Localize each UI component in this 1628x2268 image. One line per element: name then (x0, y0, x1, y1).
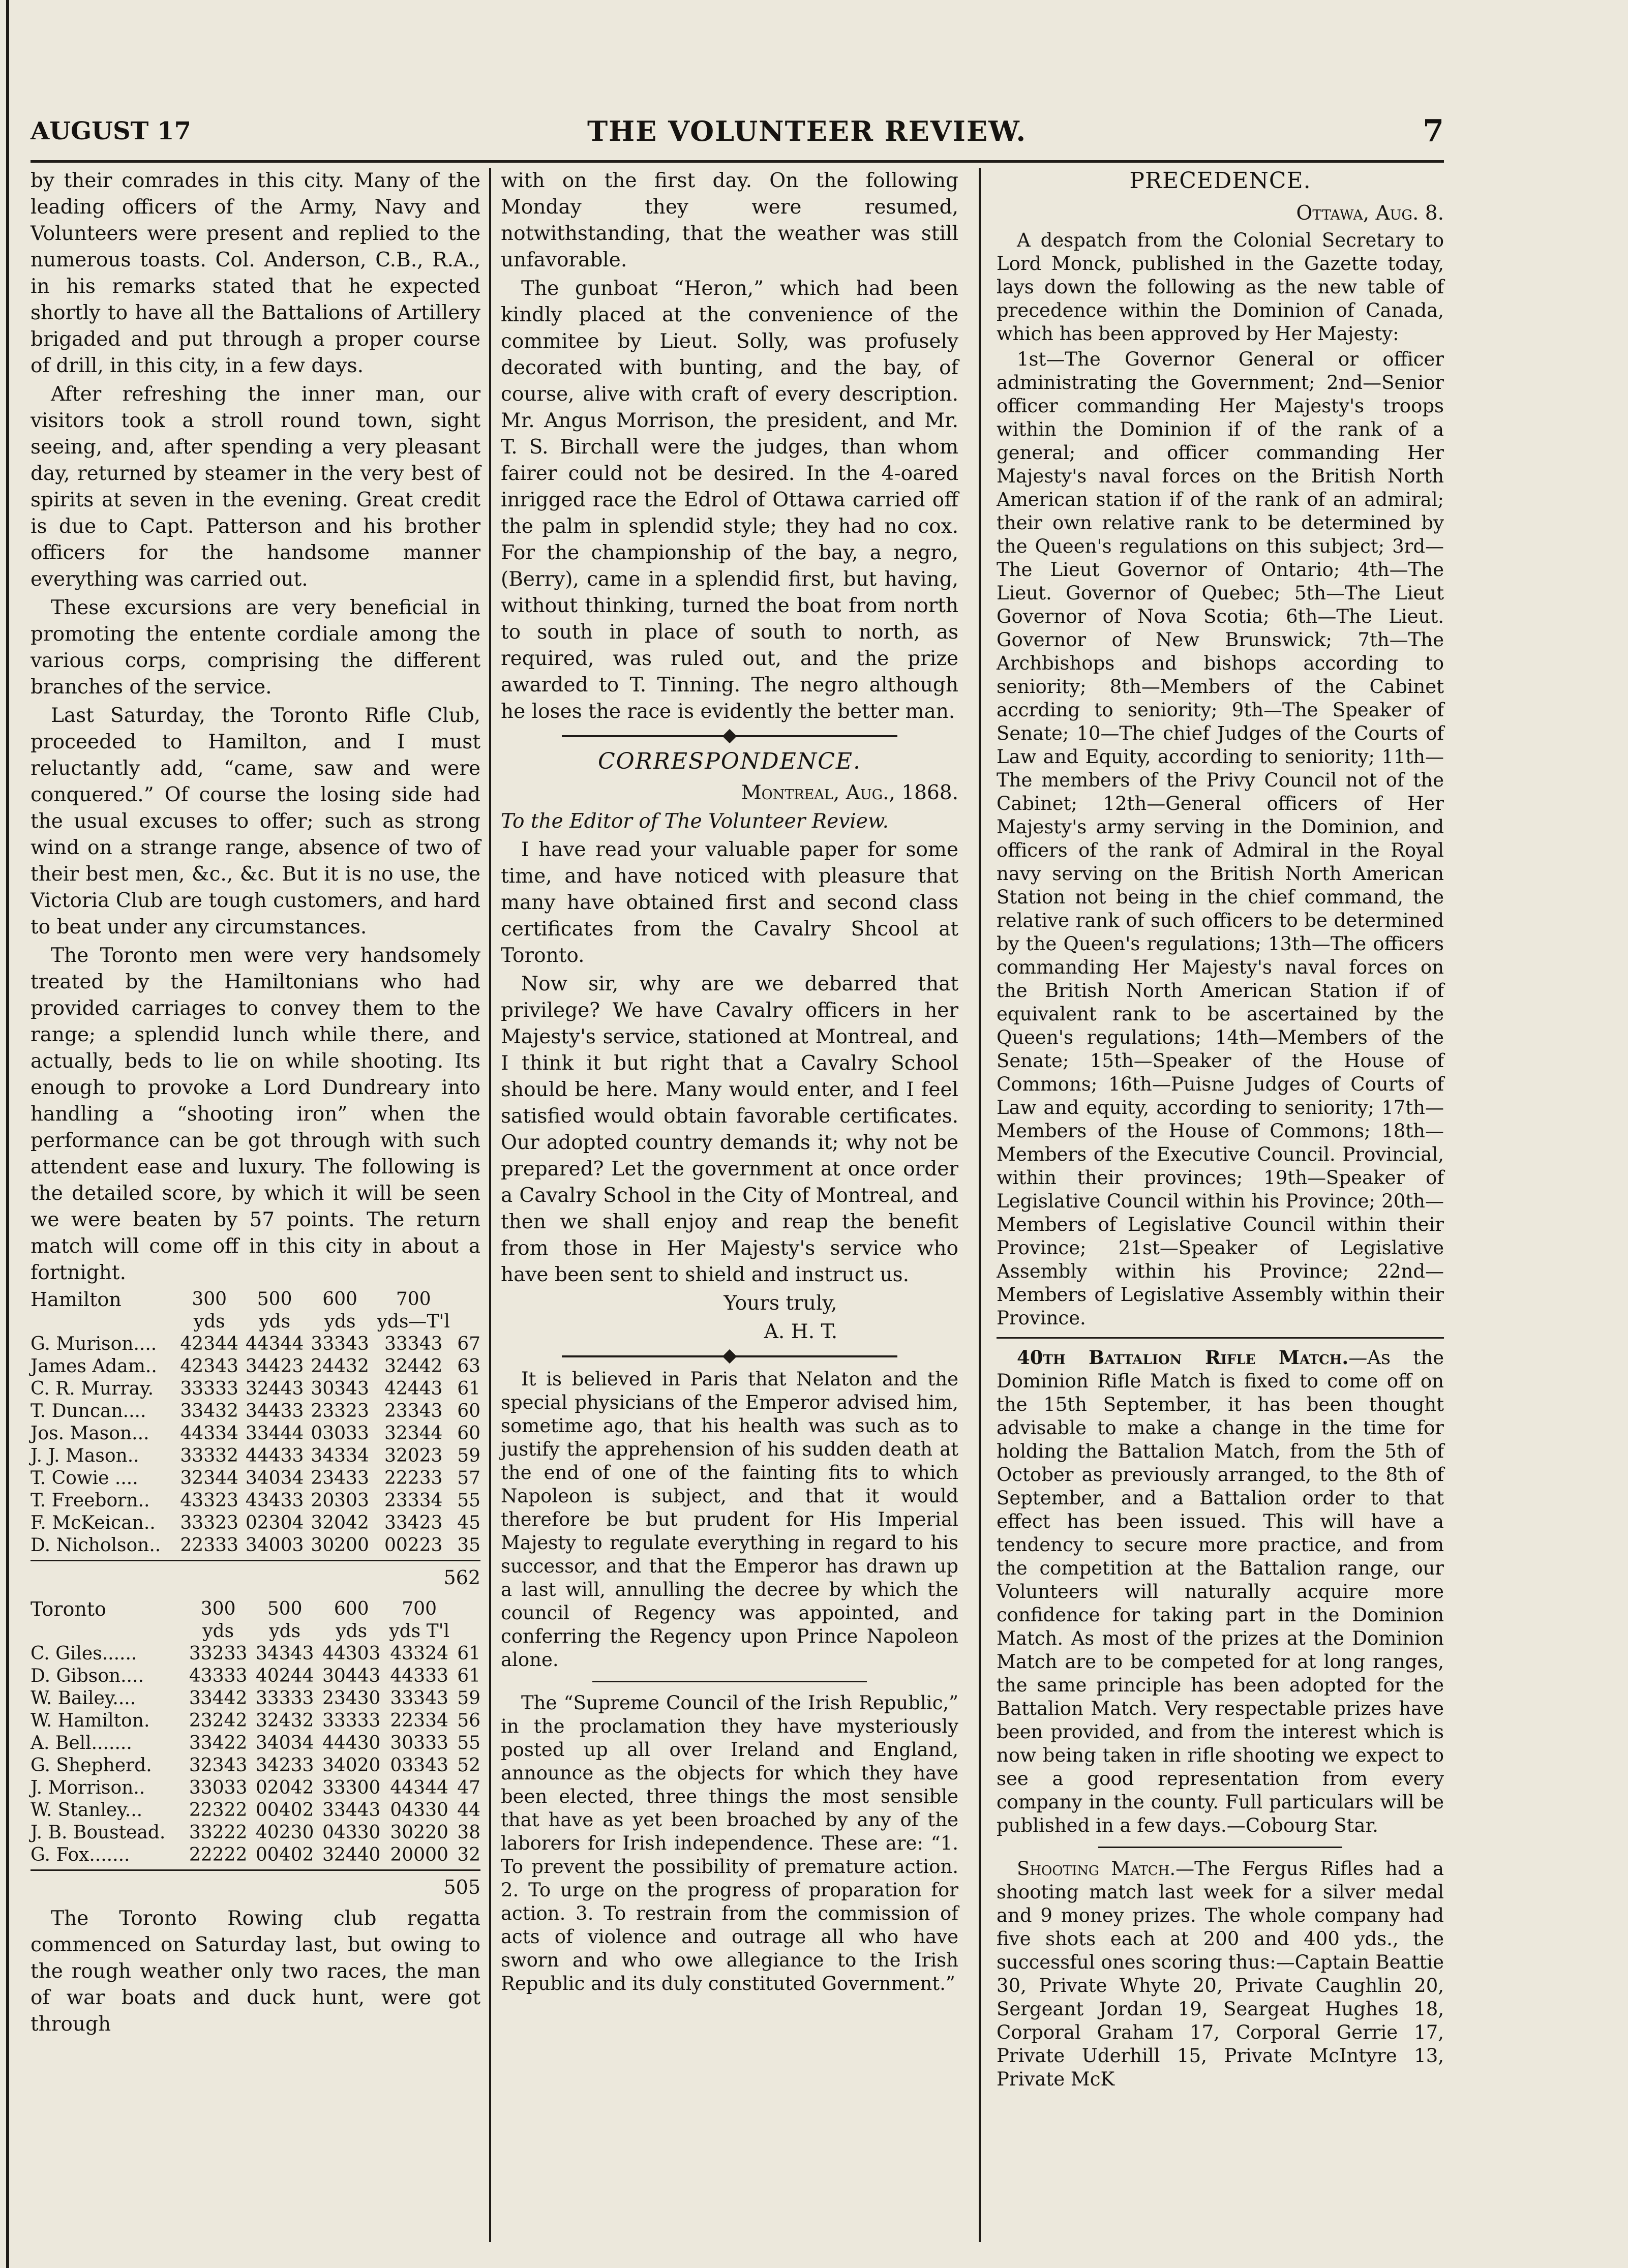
score-700: 32442 (384, 1356, 443, 1377)
team-name: Toronto (31, 1598, 106, 1620)
letter-signature: A. H. T. (764, 1320, 838, 1343)
page-header (31, 102, 1444, 163)
shooter-total: 55 (457, 1490, 480, 1511)
score-600: 32042 (311, 1513, 369, 1533)
page-edge-border (6, 0, 9, 2268)
shooter-name: J. B. Boustead. (31, 1822, 166, 1843)
shooter-name: J. Morrison.. (31, 1777, 145, 1798)
shooting-article (997, 1857, 1444, 2091)
score-600: 30443 (322, 1666, 381, 1686)
score-header-row (31, 1598, 480, 1620)
shooter-total: 60 (457, 1401, 480, 1422)
article-paragraph: The Toronto Rowing club regatta commenced on Saturday last, but owing to the rough weather only two races, the man of war boats and duck hunt, were got through (31, 1907, 480, 2036)
score-row (31, 1445, 480, 1467)
score-300: 33222 (189, 1822, 248, 1843)
score-500: 34233 (255, 1755, 314, 1776)
score-600: 23323 (311, 1401, 369, 1422)
column-divider-2 (979, 168, 981, 2242)
score-row (31, 1710, 480, 1732)
score-500: 34003 (245, 1535, 304, 1556)
score-600: 23433 (311, 1468, 369, 1489)
score-500: 34034 (255, 1733, 314, 1753)
battalion-title: 40th Battalion Rifle Match. (1017, 1346, 1349, 1369)
score-row (31, 1643, 480, 1665)
article-paragraph: A despatch from the Colonial Secretary to Lord Monck, published in the Gazette today, lays down the following as the new table of precedence within the Dominion of Canada, which has been approved by Her Majesty: (997, 229, 1444, 345)
range-label: 500 (267, 1598, 303, 1619)
shooter-name: J. J. Mason.. (31, 1445, 139, 1466)
score-700: 20000 (390, 1844, 448, 1865)
shooter-name: G. Murison.... (31, 1334, 157, 1354)
hamilton-score-table (31, 1288, 480, 1557)
score-row (31, 1665, 480, 1687)
score-300: 33432 (180, 1401, 238, 1422)
range-label: 700 (402, 1598, 437, 1619)
article-paragraph: The “Supreme Council of the Irish Republic,” in the proclamation they have mysteriously posted up all over Ireland and England, announce as the objects for which they have been elected, three things the most sensible that have as yet been broached by any of the laborers for Irish independence. These are: “1. To prevent the possibility of premature action. 2. To urge on the progress of proparation for action. 3. To restrain from the commission of acts of violence and outrage all who have sworn and who owe allegiance to the Irish Republic and its duly constituted Government.” (501, 1692, 958, 1994)
score-600: 20303 (311, 1490, 369, 1511)
range-label: 300 (192, 1289, 227, 1310)
letter-paragraph: Now sir, why are we debarred that privilege? We have Cavalry officers in her Majesty's service, stationed at Montreal, and I think it but right that a Cavalry School should be here. Many would enter, and I feel satisfied would obtain favorable certificates. Our adopted country demands it; why not be prepared? Let the government at once order a Cavalry School in the City of Montreal, and then we shall enjoy and reap the benefit from those in Her Majesty's service who have been sent to shield and instruct us. (501, 973, 958, 1286)
score-600: 24432 (311, 1356, 369, 1377)
score-700: 04330 (390, 1800, 448, 1821)
score-700: 33343 (390, 1688, 448, 1709)
battalion-article (997, 1346, 1444, 1837)
column-3 (997, 168, 1444, 2093)
score-600: 30200 (311, 1535, 369, 1556)
score-300: 44334 (180, 1423, 238, 1444)
shooter-total: 67 (457, 1334, 480, 1354)
score-700: 43324 (390, 1643, 448, 1664)
hamilton-grand-total: 562 (31, 1560, 480, 1591)
score-700: 03343 (390, 1755, 448, 1776)
shooter-name: A. Bell....... (31, 1733, 132, 1753)
section-divider (562, 735, 897, 737)
column-1 (31, 168, 480, 2040)
score-700: 42443 (384, 1378, 443, 1399)
score-700: 44344 (390, 1777, 448, 1798)
shooter-name: F. McKeican.. (31, 1513, 156, 1533)
page-number: 7 (1423, 113, 1444, 149)
score-700: 44333 (390, 1666, 448, 1686)
shooter-total: 59 (457, 1445, 480, 1466)
score-500: 40244 (255, 1666, 314, 1686)
score-500: 02042 (255, 1777, 314, 1798)
shooter-name: W. Hamilton. (31, 1710, 150, 1731)
shooter-total: 61 (457, 1643, 480, 1664)
score-300: 22322 (189, 1800, 248, 1821)
score-300: 33332 (180, 1445, 238, 1466)
shooter-name: Jos. Mason... (31, 1423, 149, 1444)
shooter-name: James Adam.. (31, 1356, 157, 1377)
score-500: 34343 (255, 1643, 314, 1664)
score-300: 33233 (189, 1643, 248, 1664)
short-rule (592, 1681, 867, 1682)
shooter-name: D. Nicholson.. (31, 1535, 161, 1556)
score-500: 34423 (245, 1356, 304, 1377)
shooter-total: 32 (457, 1844, 480, 1865)
shooter-total: 59 (457, 1688, 480, 1709)
score-300: 22333 (180, 1535, 238, 1556)
score-700: 00223 (384, 1535, 443, 1556)
score-500: 00402 (255, 1844, 314, 1865)
score-300: 43323 (180, 1490, 238, 1511)
score-row (31, 1423, 480, 1445)
shooter-name: T. Cowie .... (31, 1468, 138, 1489)
range-label: 700 (396, 1289, 431, 1310)
unit-label: yds (193, 1311, 225, 1332)
score-300: 42343 (180, 1356, 238, 1377)
score-700: 22233 (384, 1468, 443, 1489)
score-500: 40230 (255, 1822, 314, 1843)
shooter-total: 63 (457, 1356, 480, 1377)
shooter-name: W. Stanley... (31, 1800, 143, 1821)
shooting-title: Shooting Match. (1017, 1858, 1176, 1880)
shooting-text: —The Fergus Rifles had a shooting match last week for a silver medal and 9 money prizes. The whole company had five shots each at 200 and 400 yds., the successful ones scoring thus:—Captain Beattie 30, Private Whyte 20, Private Caughlin 20, Sergeant Jordan 19, Seargeat Hughes 18, Corporal Graham 17, Corporal Gerrie 17, Private Uderhill 15, Private McIntyre 13, Private McK (997, 1858, 1444, 2090)
score-row (31, 1799, 480, 1822)
column-divider-1 (489, 168, 491, 2242)
score-row (31, 1512, 480, 1534)
score-row (31, 1467, 480, 1490)
shooter-total: 52 (457, 1755, 480, 1776)
section-divider (562, 1355, 897, 1357)
precedence-heading: PRECEDENCE. (1129, 168, 1311, 194)
score-500: 44344 (245, 1334, 304, 1354)
score-300: 22222 (189, 1844, 248, 1865)
score-600: 32440 (322, 1844, 381, 1865)
shooter-total: 55 (457, 1733, 480, 1753)
shooter-total: 61 (457, 1378, 480, 1399)
score-row (31, 1355, 480, 1378)
score-600: 34020 (322, 1755, 381, 1776)
range-label: 300 (200, 1598, 236, 1619)
score-300: 32343 (189, 1755, 248, 1776)
shooter-name: G. Shepherd. (31, 1755, 152, 1776)
score-300: 32344 (180, 1468, 238, 1489)
score-300: 33323 (180, 1513, 238, 1533)
battalion-text: —As the Dominion Rifle Match is fixed to come off on the 15th September, it has been thought advisable to make a change in the time for holding the Battalion Match, from the 5th of October as previously arranged, to the 8th of September, and a Battalion order to that effect has been issued. This will have a tendency to secure more practice, and from the competition at the Battalion range, our Volunteers will naturally acquire more confidence for taking part in the Dominion Match. As most of the prizes at the Dominion Match are to be competed for at long ranges, the same principle has been adopted for the Battalion Match. Very respectable prizes have been provided, and from the interest which is now being taken in rifle shooting we expect to see a good representation from every company in the county. Full particulars will be published in a few days.—Cobourg Star. (997, 1347, 1444, 1836)
score-row (31, 1490, 480, 1512)
letter-salutation: To the Editor of The Volunteer Review. (501, 810, 889, 833)
team-name: Hamilton (31, 1288, 122, 1311)
publication-title: THE VOLUNTEER REVIEW. (587, 114, 1027, 147)
score-700: 30333 (390, 1733, 448, 1753)
shooter-total: 44 (457, 1800, 480, 1821)
score-header-row (31, 1288, 480, 1311)
score-500: 34034 (245, 1468, 304, 1489)
score-500: 00402 (255, 1800, 314, 1821)
unit-label: yds (324, 1311, 356, 1332)
score-row (31, 1732, 480, 1755)
score-300: 33033 (189, 1777, 248, 1798)
shooter-total: 57 (457, 1468, 480, 1489)
correspondence-heading: CORRESPONDENCE. (597, 748, 862, 774)
score-500: 33444 (245, 1423, 304, 1444)
score-500: 34433 (245, 1401, 304, 1422)
unit-label: yds (269, 1621, 301, 1642)
score-700: 22334 (390, 1710, 448, 1731)
shooter-name: T. Duncan.... (31, 1401, 146, 1422)
score-300: 42344 (180, 1334, 238, 1354)
score-300: 33442 (189, 1688, 248, 1709)
article-paragraph: The Toronto men were very handsomely treated by the Hamiltonians who had provided carriages to convey them to the range; a splendid lunch while there, and actually, beds to lie on while shooting. Its enough to provoke a Lord Dundreary into handling a “shooting iron” when the performance can be got through with such attendent ease and luxury. The following is the detailed score, by which it will be seen we were beaten by 57 points. The return match will come off in this city in about a fortnight. (31, 944, 480, 1284)
article-paragraph: by their comrades in this city. Many of the leading officers of the Army, Navy and Volunteers were present and replied to the numerous toasts. Col. Anderson, C.B., R.A., in his remarks stated that he expected shortly to have all the Battalions of Artillery brigaded and put through a proper course of drill, in this city, in a few days. (31, 169, 480, 377)
score-row (31, 1534, 480, 1557)
article-paragraph: Last Saturday, the Toronto Rifle Club, proceeded to Hamilton, and I must reluctantly add, “came, saw and were conquered.” Of course the losing side had the usual excuses to offer; such as strong wind on a strange range, absence of two of their best men, &c., &c. But it is no use, the Victoria Club are tough customers, and hard to beat under any circumstances. (31, 704, 480, 939)
score-600: 33443 (322, 1800, 381, 1821)
article-paragraph: These excursions are very beneficial in promoting the entente cordiale among the various corps, comprising the different branches of the service. (31, 596, 480, 699)
toronto-rows (31, 1643, 480, 1866)
shooter-total: 45 (457, 1513, 480, 1533)
range-label: 500 (257, 1289, 292, 1310)
score-600: 33300 (322, 1777, 381, 1798)
score-700: 23334 (384, 1490, 443, 1511)
score-row (31, 1844, 480, 1866)
score-unit-row (31, 1311, 480, 1333)
toronto-grand-total: 505 (31, 1869, 480, 1900)
article-paragraph: The gunboat “Heron,” which had been kindly placed at the convenience of the commitee by Lieut. Solly, was profusely decorated with bunting, and the bay, of course, alive with craft of every description. Mr. Angus Morrison, the president, and Mr. T. S. Birchall were the judges, than whom fairer could not be desired. In the 4-oared inrigged race the Edrol of Ottawa carried off the palm in splendid style; they had no cox. For the championship of the bay, a negro, (Berry), came in a splendid first, but having, without thinking, turned the boat from north to south in place of south to north, as required, was ruled out, and the prize awarded to T. Tinning. The negro although he loses the race is evidently the better man. (501, 277, 958, 723)
article-paragraph: After refreshing the inner man, our visitors took a stroll round town, sight seeing, and, after spending a very pleasant day, returned by steamer in the very best of spirits at seven in the evening. Great credit is due to Capt. Patterson and his brother officers for the handsome manner everything was carried out. (31, 383, 480, 591)
letter-signoff: Yours truly, (723, 1292, 837, 1315)
hamilton-rows (31, 1333, 480, 1557)
shooter-name: D. Gibson.... (31, 1666, 144, 1686)
header-date: AUGUST 17 (31, 116, 191, 145)
letter-paragraph: I have read your valuable paper for some time, and have noticed with pleasure that many have obtained first and second class certificates from the Cavalry Shcool at Toronto. (501, 838, 958, 967)
score-row (31, 1755, 480, 1777)
unit-label: yds (202, 1621, 234, 1642)
score-500: 43433 (245, 1490, 304, 1511)
score-700: 33343 (384, 1334, 443, 1354)
toronto-score-table (31, 1598, 480, 1866)
score-300: 33422 (189, 1733, 248, 1753)
score-600: 34334 (311, 1445, 369, 1466)
score-300: 33333 (180, 1378, 238, 1399)
score-600: 33343 (311, 1334, 369, 1354)
shooter-total: 61 (457, 1666, 480, 1686)
section-rule (997, 1337, 1444, 1339)
shooter-total: 47 (457, 1777, 480, 1798)
score-600: 44303 (322, 1643, 381, 1664)
score-700: 33423 (384, 1513, 443, 1533)
precedence-dateline: Ottawa, Aug. 8. (1296, 202, 1444, 225)
score-700: 32344 (384, 1423, 443, 1444)
score-600: 03033 (311, 1423, 369, 1444)
score-row (31, 1400, 480, 1423)
shooter-name: G. Fox....... (31, 1844, 130, 1865)
score-500: 02304 (245, 1513, 304, 1533)
unit-label: yds (259, 1311, 291, 1332)
score-600: 30343 (311, 1378, 369, 1399)
score-600: 23430 (322, 1688, 381, 1709)
shooter-name: C. Giles...... (31, 1643, 137, 1664)
score-300: 43333 (189, 1666, 248, 1686)
shooter-total: 35 (457, 1535, 480, 1556)
score-row (31, 1687, 480, 1710)
range-label: 600 (334, 1598, 369, 1619)
score-300: 23242 (189, 1710, 248, 1731)
unit-label: yds (336, 1621, 368, 1642)
score-500: 32443 (245, 1378, 304, 1399)
score-600: 44430 (322, 1733, 381, 1753)
score-600: 04330 (322, 1822, 381, 1843)
score-700: 32023 (384, 1445, 443, 1466)
shooter-total: 38 (457, 1822, 480, 1843)
score-700: 30220 (390, 1822, 448, 1843)
shooter-total: 60 (457, 1423, 480, 1444)
score-unit-row (31, 1620, 480, 1643)
range-label: 600 (322, 1289, 357, 1310)
unit-label: yds—T'l (377, 1311, 450, 1332)
shooter-name: W. Bailey.... (31, 1688, 136, 1709)
score-500: 33333 (255, 1688, 314, 1709)
article-paragraph: with on the first day. On the following Monday they were resumed, notwithstanding, that the weather was still unfavorable. (501, 169, 958, 271)
score-700: 23343 (384, 1401, 443, 1422)
score-row (31, 1777, 480, 1799)
article-paragraph: 1st—The Governor General or officer administrating the Government; 2nd—Senior officer commanding Her Majesty's troops within the Dominion if of the rank of a general; and officer commanding Her Majesty's naval forces on the British North American station if of the rank of an admiral; their own relative rank to be determined by the Queen's regulations on this subject; 3rd—The Lieut Governor of Ontario; 4th—The Lieut. Governor of Quebec; 5th—The Lieut Governor of Nova Scotia; 6th—The Lieut. Governor of New Brunswick; 7th—The Archbishops and bishops according to seniority; 8th—Members of the Cabinet accrding to seniority; 9th—The Speaker of Senate; 10—The chief Judges of the Courts of Law and Equity, according to seniority; 11th—The members of the Privy Council not of the Cabinet; 12th—General officers of Her Majesty's army serving in the Dominion, and officers of the rank of Admiral in the Royal navy serving on the British North American Station not being in the chief command, the relative rank of such officers to be determined by the Queen's regulations; 13th—The officers commanding Her Majesty's naval forces on the British North American Station if of equivalent rank to be ascertained by the Queen's regulations; 14th—Members of the Senate; 15th—Speaker of the House of Commons; 16th—Puisne Judges of Courts of Law and equity, according to seniority; 17th—Members of the House of Commons; 18th—Members of the Executive Council. Provincial, within their provinces; 19th—Speaker of Legislative Council within his Province; 20th—Members of Legislative Council within their Province; 21st—Speaker of Legislative Assembly within his Province; 22nd—Members of Legislative Assembly within their Province. (997, 348, 1444, 1329)
shooter-name: C. R. Murray. (31, 1378, 154, 1399)
score-500: 44433 (245, 1445, 304, 1466)
shooter-total: 56 (457, 1710, 480, 1731)
score-row (31, 1333, 480, 1355)
letter-dateline: Montreal, Aug., 1868. (741, 781, 958, 804)
shooter-name: T. Freeborn.. (31, 1490, 150, 1511)
score-row (31, 1378, 480, 1400)
article-paragraph: It is believed in Paris that Nelaton and the special physicians of the Emperor advised him, sometime ago, that his health was such as to justify the apprehension of his sudden death at the end of one of the fainting fits to which Napoleon is subject, and that it would therefore be but prudent for His Imperial Majesty to regulate everything in regard to his successor, and that the Emperor has drawn up a last will, annulling the decree by which the council of Regency was appointed, and conferring the Regency upon Prince Napoleon alone. (501, 1368, 958, 1671)
column-2 (501, 168, 958, 1998)
score-row (31, 1822, 480, 1844)
score-600: 33333 (322, 1710, 381, 1731)
unit-label: yds T'l (389, 1621, 449, 1642)
short-rule (1098, 1847, 1342, 1848)
score-500: 32432 (255, 1710, 314, 1731)
